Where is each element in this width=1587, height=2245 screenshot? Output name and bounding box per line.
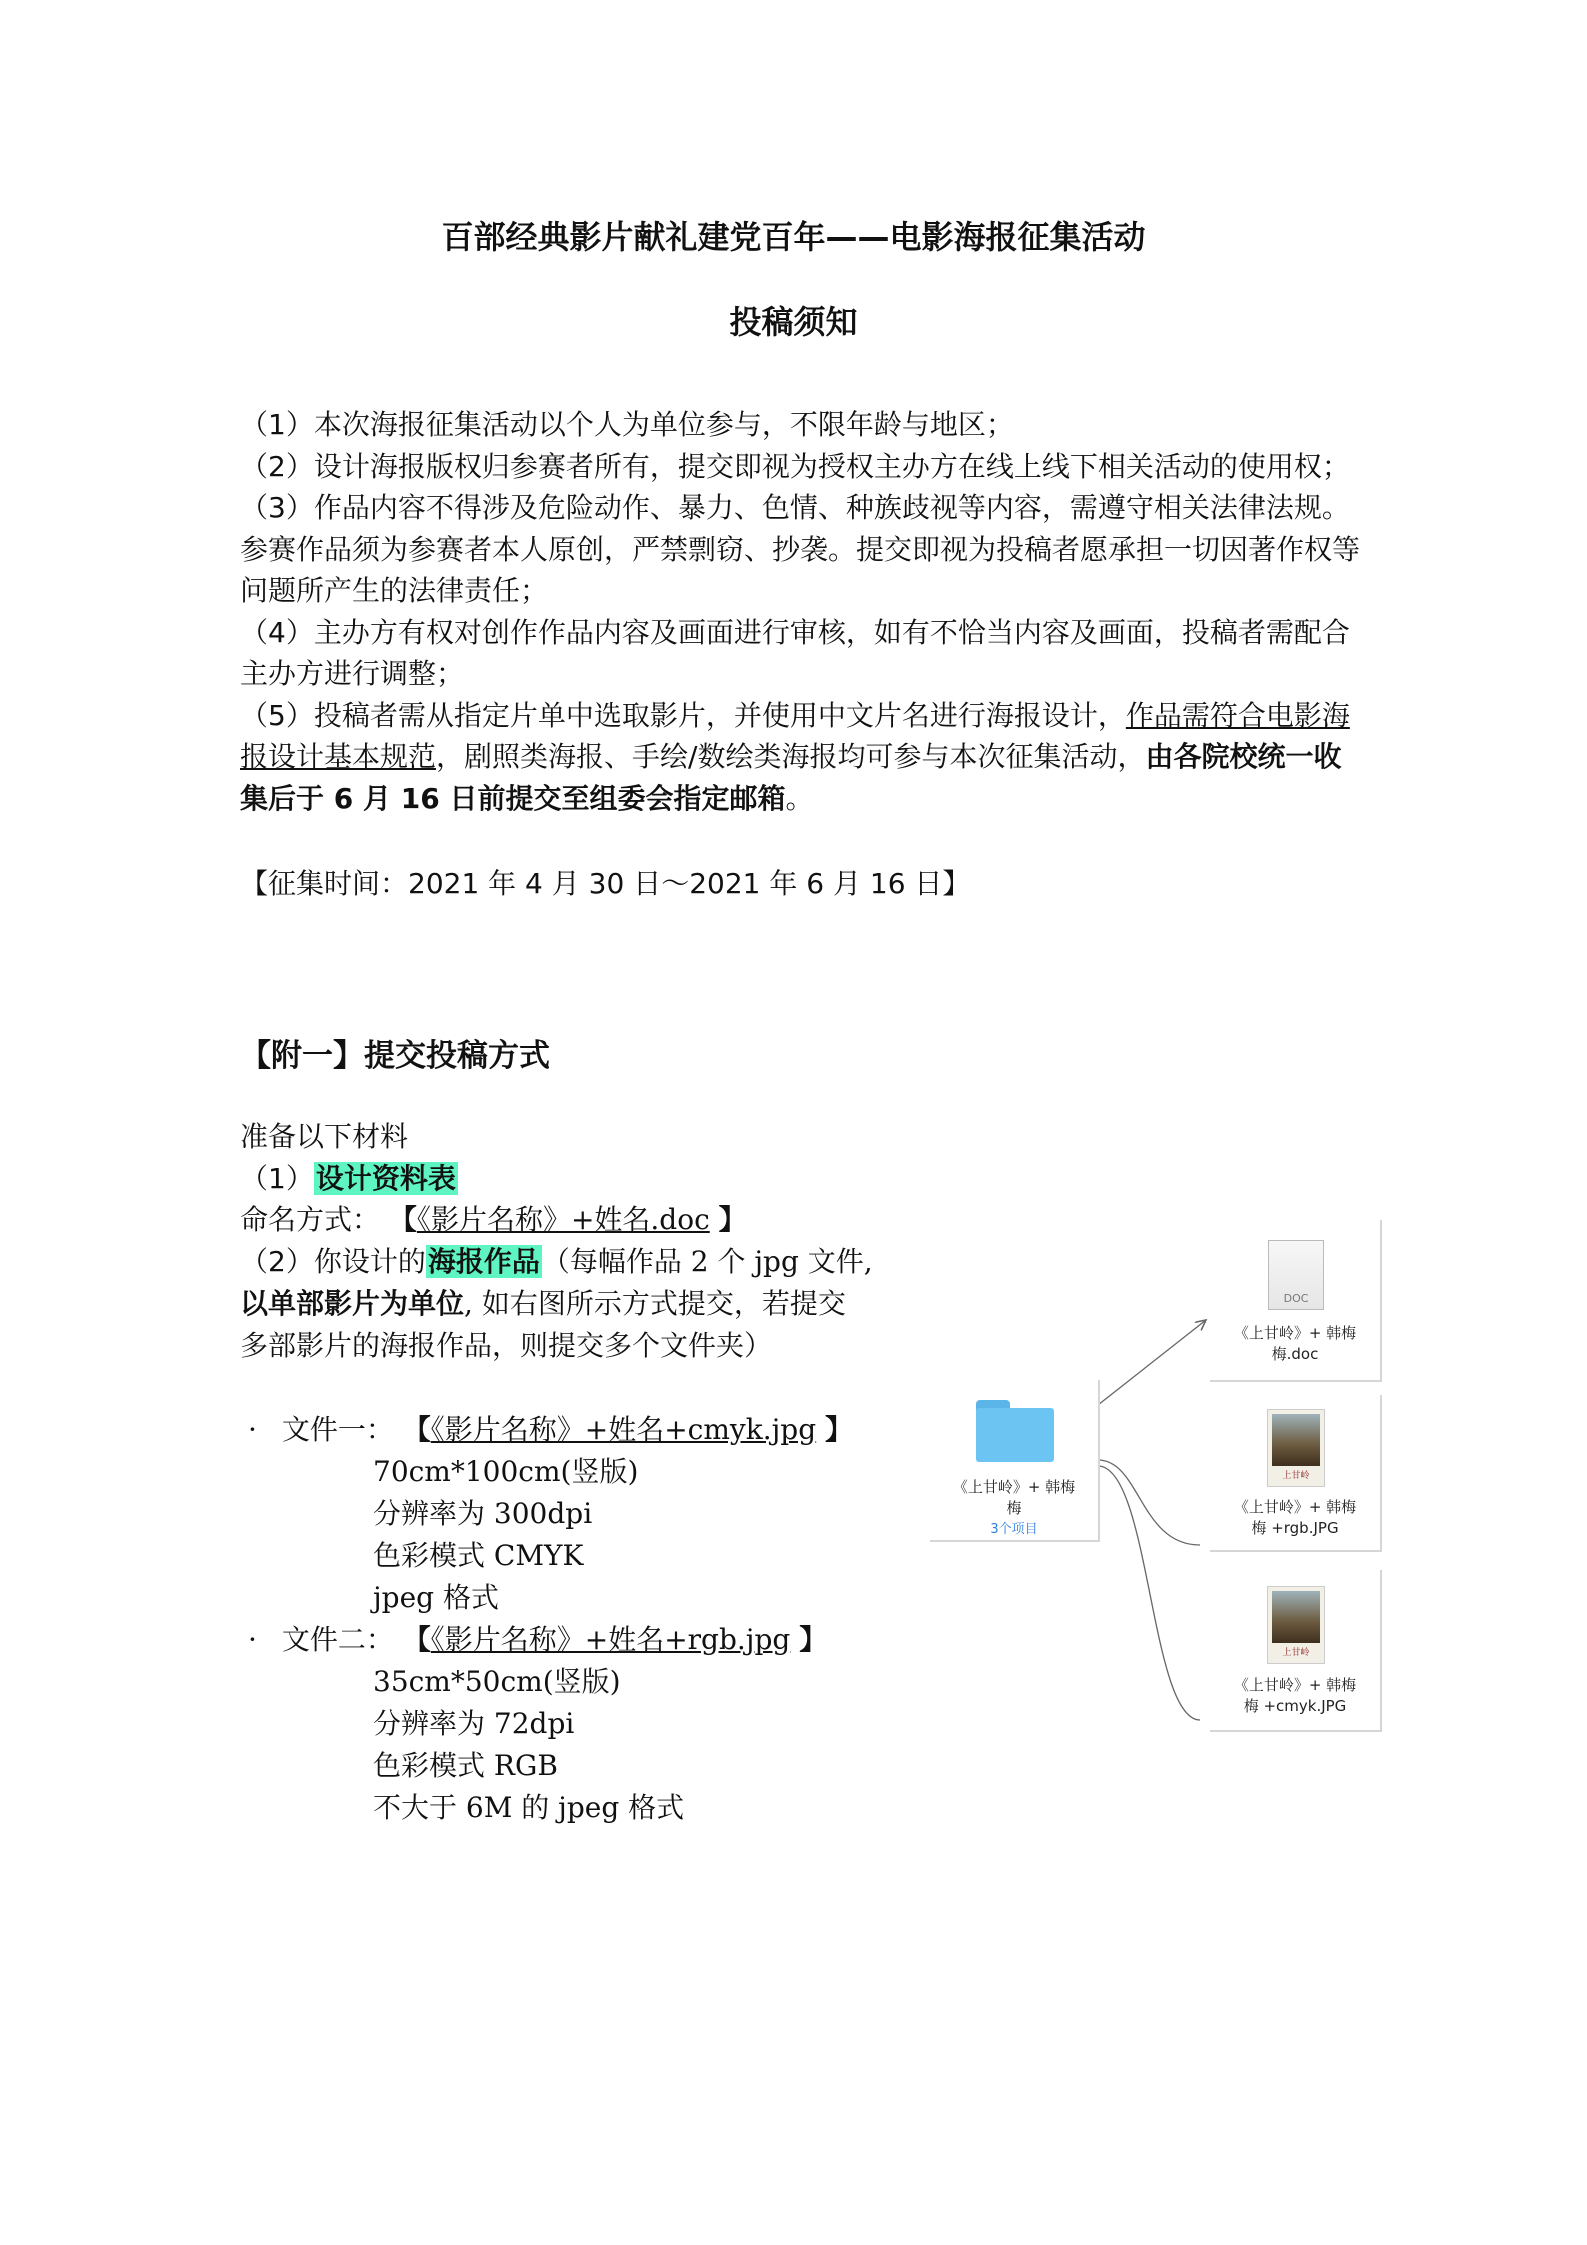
- rgb-file-name-line-2: 梅 +rgb.JPG: [1251, 1519, 1339, 1537]
- item-1-number: （1）: [240, 1162, 314, 1195]
- cmyk-file-card[interactable]: [1210, 1570, 1382, 1732]
- rule-3-line-1: （3）作品内容不得涉及危险动作、暴力、色情、种族歧视等内容，需遵守相关法律法规。: [240, 491, 1350, 524]
- folder-structure-diagram: [870, 1210, 1470, 1750]
- doc-file-name-line-2: 梅.doc: [1271, 1345, 1319, 1363]
- rules-section: [240, 404, 1360, 819]
- cmyk-file-name-line-1: 《上甘岭》+ 韩梅: [1233, 1676, 1357, 1694]
- rule-1: （1）本次海报征集活动以个人为单位参与，不限年龄与地区；: [240, 408, 1014, 441]
- bullet-2: ·: [248, 1623, 257, 1656]
- naming-open-bracket: 【: [388, 1203, 417, 1236]
- rule-5-line-3: [240, 778, 1360, 820]
- rule-5-bold-cont: 集后于 6 月 16 日前提交至组委会指定邮箱: [240, 781, 786, 815]
- rule-2: （2）设计海报版权归参赛者所有，提交即视为授权主办方在线上线下相关活动的使用权；: [240, 449, 1350, 483]
- rule-4-line-2: 主办方进行调整；: [240, 657, 465, 690]
- file-2-spec-format: 不大于 6M 的 jpeg 格式: [373, 1791, 685, 1824]
- item-1-highlight: 设计资料表: [315, 1162, 456, 1195]
- file-1-header: [248, 1408, 853, 1448]
- naming-close-bracket: 】: [718, 1203, 747, 1236]
- file-1-open-bracket: 【: [402, 1413, 431, 1446]
- item-2-text-2: , 如右图所示方式提交，若提交: [464, 1287, 846, 1320]
- file-1-name: 《影片名称》+姓名+cmyk.jpg: [430, 1413, 817, 1446]
- file-1-close-bracket: 】: [825, 1413, 854, 1446]
- file-1-spec-format: jpeg 格式: [373, 1581, 500, 1614]
- bullet-1: ·: [248, 1413, 257, 1446]
- item-2-text: （每幅作品 2 个 jpg 文件,: [541, 1245, 873, 1278]
- item-2-line-1: [240, 1240, 873, 1280]
- rule-3-line-2: 参赛作品须为参赛者本人原创，严禁剽窃、抄袭。提交即视为投稿者愿承担一切因著作权等: [240, 532, 1361, 566]
- page-title: 百部经典影片献礼建党百年——电影海报征集活动: [441, 218, 1146, 256]
- cmyk-file-name-line-2: 梅 +cmyk.JPG: [1243, 1697, 1347, 1715]
- poster-title: 上甘岭: [1282, 1648, 1310, 1658]
- file-2-open-bracket: 【: [402, 1623, 431, 1656]
- folder-icon: [976, 1400, 1054, 1462]
- file-1-spec-color: 色彩模式 CMYK: [373, 1539, 584, 1572]
- page-subtitle: 投稿须知: [729, 303, 858, 341]
- rule-3-line-3: 问题所产生的法律责任；: [240, 574, 549, 607]
- file-2-spec-dpi: 分辨率为 72dpi: [373, 1707, 575, 1740]
- collection-period: 【征集时间：2021 年 4 月 30 日～2021 年 6 月 16 日】: [240, 867, 971, 900]
- doc-badge: DOC: [1283, 1292, 1309, 1305]
- prepare-text: 准备以下材料: [240, 1120, 409, 1153]
- poster-thumbnail-icon: [1267, 1409, 1325, 1487]
- item-2-highlight: 海报作品: [427, 1245, 540, 1278]
- file-2-label: 文件二：: [281, 1623, 394, 1656]
- rule-5-bold: 由各院校统一收: [1145, 740, 1342, 773]
- file-1-spec-dpi: 分辨率为 300dpi: [373, 1497, 593, 1530]
- naming-label: 命名方式：: [240, 1203, 381, 1236]
- file-1-label: 文件一：: [281, 1413, 394, 1446]
- poster-title: 上甘岭: [1282, 1471, 1310, 1481]
- doc-file-name-line-1: 《上甘岭》+ 韩梅: [1233, 1324, 1357, 1342]
- folder-name-line-2: 梅: [1006, 1499, 1022, 1517]
- doc-file-card[interactable]: [1210, 1220, 1382, 1382]
- item-2-bold: 以单部影片为单位: [240, 1287, 465, 1320]
- file-1-spec-size: 70cm*100cm(竖版): [373, 1455, 639, 1488]
- poster-thumbnail-icon: [1267, 1586, 1325, 1664]
- rule-5-line-1: [240, 695, 1360, 737]
- folder-card[interactable]: [930, 1380, 1100, 1542]
- rule-5-line-2: [240, 736, 1360, 778]
- naming-value: 《影片名称》+姓名.doc: [416, 1203, 710, 1236]
- file-2-close-bracket: 】: [799, 1623, 828, 1656]
- document-icon: [1268, 1240, 1324, 1310]
- folder-item-count: 3个项目: [990, 1522, 1038, 1537]
- rule-4-line-1: （4）主办方有权对创作作品内容及画面进行审核，如有不恰当内容及画面，投稿者需配合: [240, 615, 1350, 649]
- item-2-line-2: [240, 1282, 846, 1322]
- folder-name-line-1: 《上甘岭》+ 韩梅: [952, 1478, 1076, 1496]
- rule-5-underlined-cont: 报设计基本规范: [240, 740, 437, 773]
- rgb-file-card[interactable]: [1210, 1395, 1382, 1552]
- item-1: [240, 1157, 458, 1197]
- rule-5-text-mid: ，剧照类海报、手绘/数绘类海报均可参与本次征集活动，: [436, 740, 1146, 773]
- rule-5-underlined: 作品需符合电影海: [1125, 698, 1350, 732]
- rule-5-text: （5）投稿者需从指定片单中选取影片，并使用中文片名进行海报设计，: [240, 698, 1126, 732]
- appendix-title: 【附一】提交投稿方式: [240, 1038, 550, 1074]
- file-2-header: [248, 1618, 827, 1658]
- item-2-prefix: （2）你设计的: [240, 1245, 426, 1278]
- file-2-name: 《影片名称》+姓名+rgb.jpg: [430, 1623, 791, 1656]
- file-2-spec-size: 35cm*50cm(竖版): [373, 1665, 621, 1698]
- naming-line: [240, 1198, 747, 1238]
- rgb-file-name-line-1: 《上甘岭》+ 韩梅: [1233, 1498, 1357, 1516]
- item-2-line-3: 多部影片的海报作品，则提交多个文件夹）: [240, 1329, 773, 1362]
- rule-5-end: 。: [785, 781, 814, 815]
- file-2-spec-color: 色彩模式 RGB: [373, 1749, 558, 1782]
